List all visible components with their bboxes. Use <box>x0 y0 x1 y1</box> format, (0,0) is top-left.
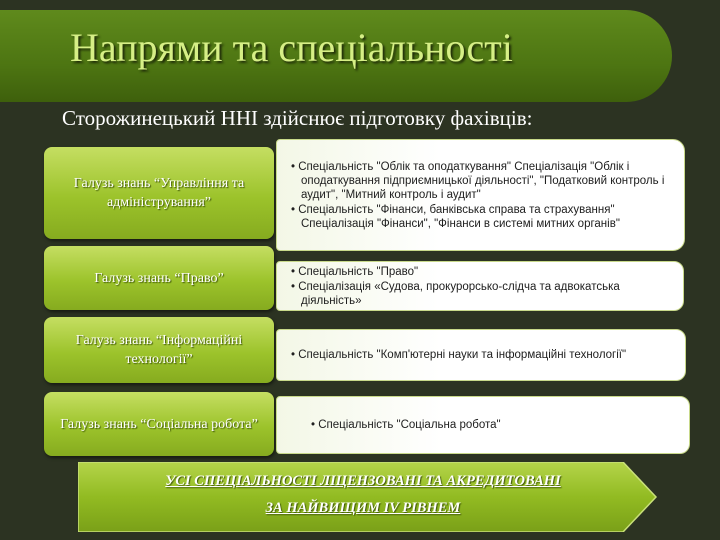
specialty-item: • Спеціальність "Облік та оподаткування" Спеціалізація "Облік і оподаткування підприємницької діяльності", "Податковий контроль і аудит", "Митний контроль і аудит" <box>291 160 674 202</box>
field-social-work <box>44 392 274 456</box>
accreditation-line-2: ЗА НАЙВИЩИМ ІV РІВНЕМ <box>265 500 461 516</box>
field-label: Галузь знань “Управління та адміністрування” <box>73 176 245 210</box>
specialty-item: • Спеціальність "Соціальна робота" <box>311 418 501 432</box>
specialties-law <box>276 261 684 311</box>
specialty-item: • Спеціальність "Комп'ютерні науки та інформаційні технології" <box>291 348 626 362</box>
specialties-it <box>276 329 686 381</box>
field-label: Галузь знань “Інформаційні технології” <box>75 333 243 367</box>
page-subtitle: Сторожинецький ННІ здійснює підготовку фахівців: <box>62 106 533 130</box>
specialty-item: • Спеціалізація «Судова, прокурорсько-слідча та адвокатська діяльність» <box>291 280 673 308</box>
page-title: Напрями та спеціальності <box>70 25 513 70</box>
specialties-social-work <box>276 396 690 454</box>
specialty-item: • Спеціальність "Фінанси, банківська справа та страхування" Спеціалізація "Фінанси", "Фінанси в системі митних органів" <box>291 203 674 231</box>
field-it <box>44 317 274 383</box>
specialties-management <box>276 139 685 251</box>
field-label: Галузь знань “Соціальна робота” <box>60 416 258 432</box>
specialty-item: • Спеціальність "Право" <box>291 265 673 279</box>
accreditation-line-1: УСІ СПЕЦІАЛЬНОСТІ ЛІЦЕНЗОВАНІ ТА АКРЕДИТОВАНІ <box>165 473 561 489</box>
field-law <box>44 246 274 310</box>
field-management <box>44 147 274 239</box>
field-label: Галузь знань “Право” <box>94 270 224 286</box>
